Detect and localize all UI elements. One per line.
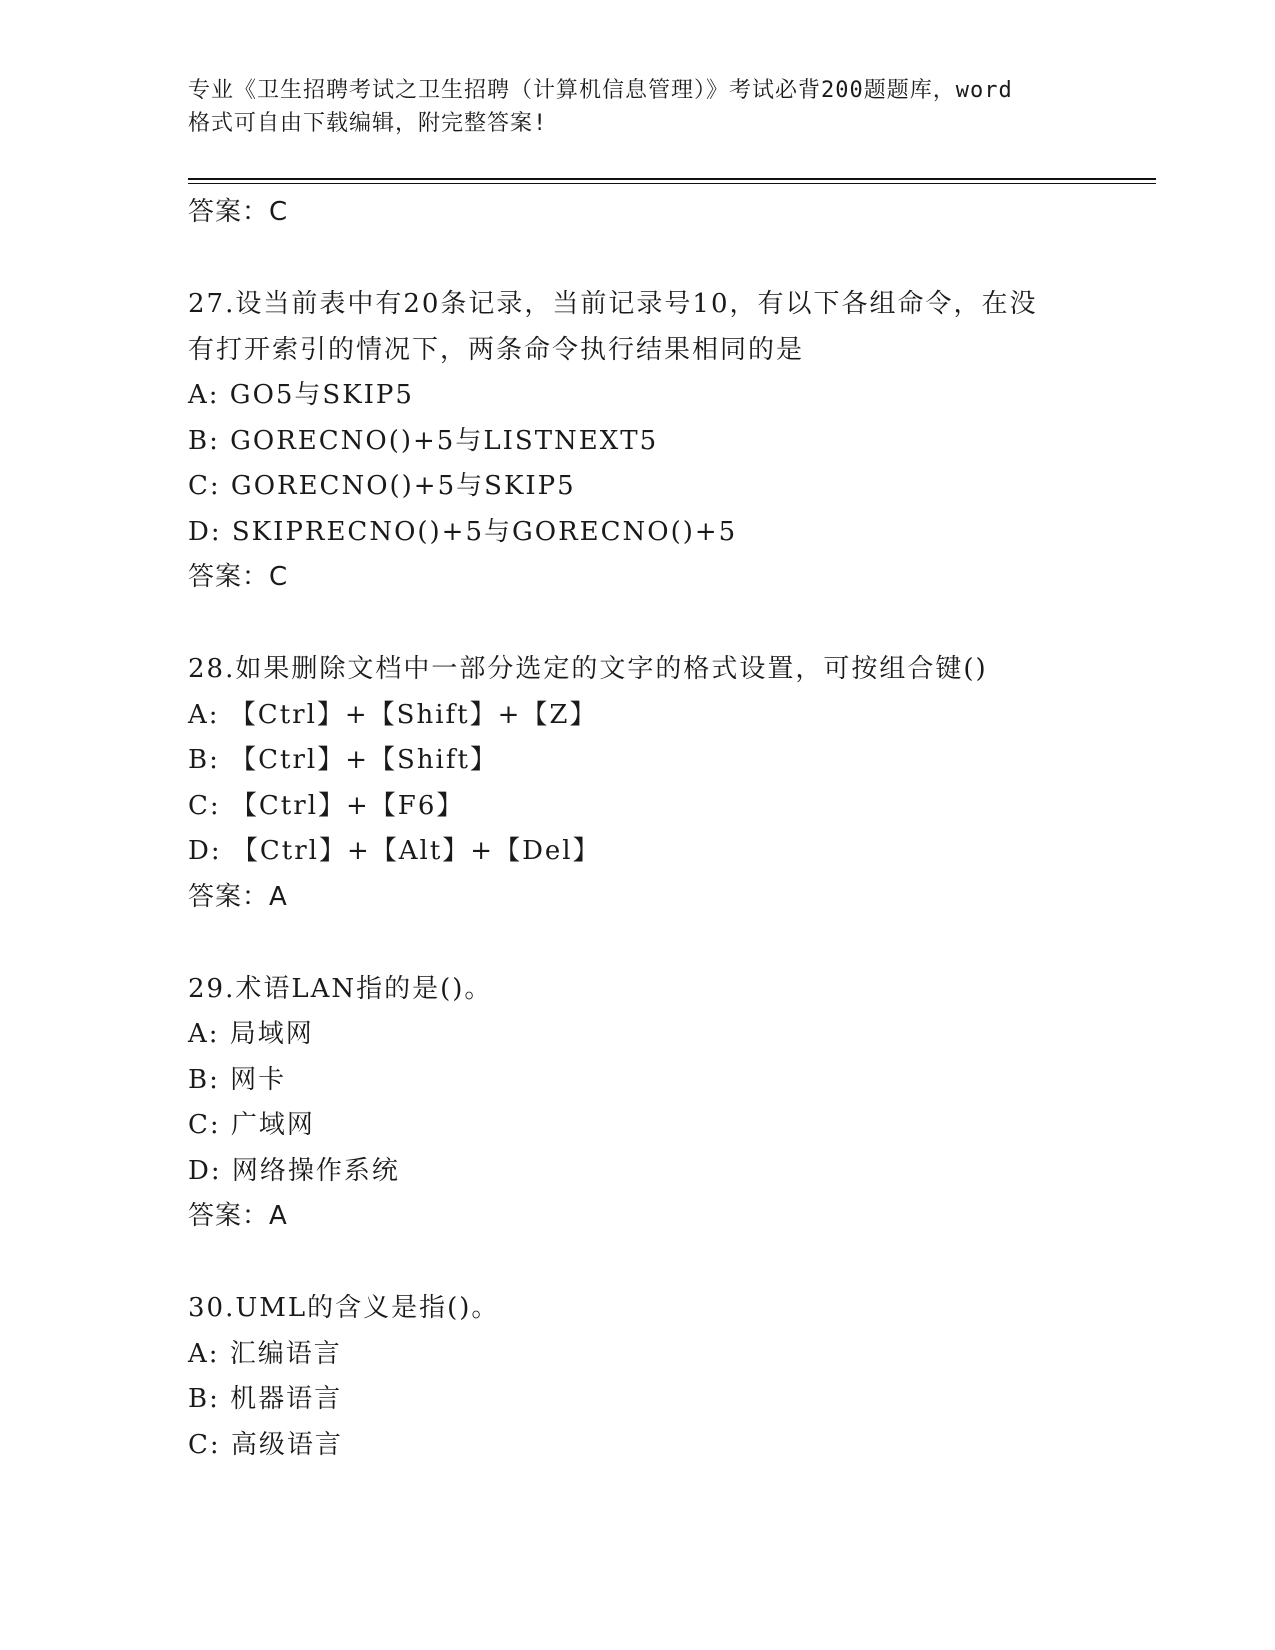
option-b: B: GORECNO()+5与LISTNEXT5 — [188, 425, 659, 456]
question-stem — [188, 282, 1156, 373]
option-c: C: GORECNO()+5与SKIP5 — [188, 471, 576, 501]
answer-line: 答案：C — [188, 562, 289, 592]
header-divider-thin — [188, 183, 1156, 184]
option-c: C: 【Ctrl】+【F6】 — [188, 790, 465, 821]
stem-line: 29.术语LAN指的是()。 — [188, 973, 493, 1004]
option-b: B: 网卡 — [188, 1064, 287, 1095]
stem-line: 28.如果删除文档中一部分选定的文字的格式设置，可按组合键() — [188, 654, 988, 684]
question-28 — [188, 647, 1156, 919]
question-stem — [188, 647, 1156, 693]
question-27 — [188, 282, 1156, 599]
option-d: D: SKIPRECNO()+5与GORECNO()+5 — [188, 516, 738, 547]
question-stem — [188, 967, 1156, 1013]
option-a: A: GO5与SKIP5 — [188, 380, 414, 410]
option-a: A: 【Ctrl】+【Shift】+【Z】 — [188, 699, 598, 730]
stem-line: 有打开索引的情况下，两条命令执行结果相同的是 — [188, 334, 805, 365]
option-d: D: 【Ctrl】+【Alt】+【Del】 — [188, 836, 601, 866]
header-divider-thick — [188, 178, 1156, 180]
answer-line: 答案：A — [188, 1201, 288, 1231]
answer-line: 答案：A — [188, 881, 288, 912]
option-d: D: 网络操作系统 — [188, 1155, 400, 1186]
answer-line: 答案：C — [188, 197, 289, 227]
option-c: C: 高级语言 — [188, 1429, 343, 1460]
header-line-1: 专业《卫生招聘考试之卫生招聘（计算机信息管理）》考试必背200题题库，word — [188, 78, 1013, 103]
question-29 — [188, 967, 1156, 1239]
option-a: A: 汇编语言 — [188, 1338, 342, 1369]
option-a: A: 局域网 — [188, 1019, 314, 1049]
page-header — [188, 74, 1088, 140]
header-line-2: 格式可自由下载编辑，附完整答案! — [188, 111, 548, 136]
question-30 — [188, 1286, 1156, 1468]
option-b: B: 【Ctrl】+【Shift】 — [188, 745, 498, 775]
option-b: B: 机器语言 — [188, 1384, 343, 1414]
question-stem — [188, 1286, 1156, 1332]
option-c: C: 广域网 — [188, 1110, 315, 1140]
stem-line: 30.UML的含义是指()。 — [188, 1293, 500, 1323]
stem-line: 27.设当前表中有20条记录，当前记录号10，有以下各组命令，在没 — [188, 289, 1038, 319]
question-list — [188, 190, 1156, 1468]
